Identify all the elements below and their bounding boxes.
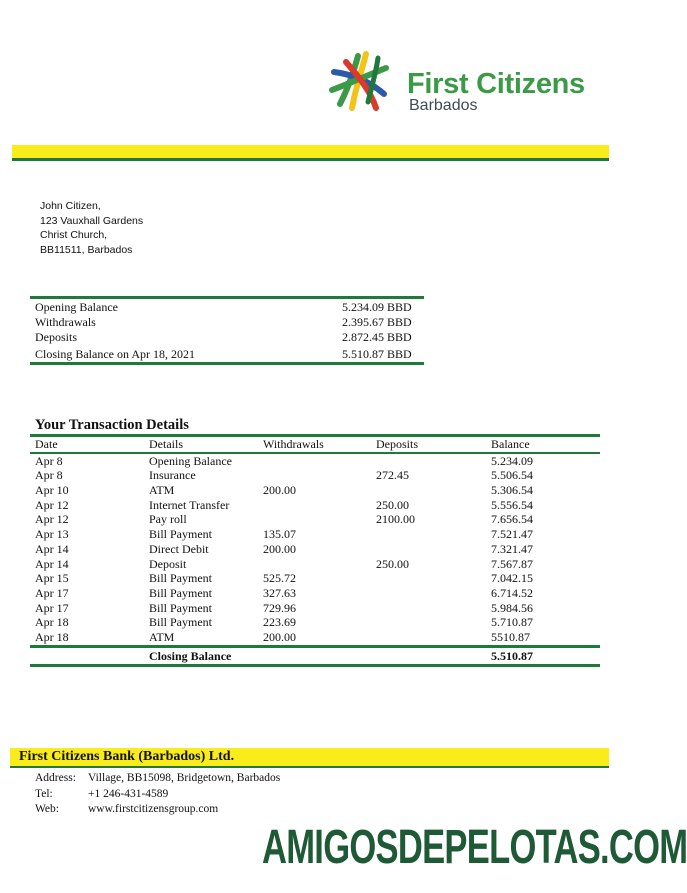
closing-balance-label: Closing Balance bbox=[149, 648, 232, 663]
address-line: 123 Vauxhall Gardens bbox=[40, 214, 144, 227]
cell-details: Bill Payment bbox=[149, 571, 212, 586]
table-row bbox=[30, 630, 600, 645]
summary-value: 5.510.87 BBD bbox=[342, 347, 412, 361]
cell-details: Bill Payment bbox=[149, 527, 212, 542]
summary-value: 2.395.67 BBD bbox=[342, 315, 412, 329]
customer-address bbox=[40, 199, 143, 257]
table-row bbox=[30, 512, 600, 527]
cell-balance: 5.306.54 bbox=[491, 483, 533, 498]
cell-deposits: 272.45 bbox=[376, 468, 409, 483]
cell-balance: 7.567.87 bbox=[491, 556, 533, 571]
footer-web-value[interactable]: www.firstcitizensgroup.com bbox=[88, 803, 219, 815]
bank-logo bbox=[328, 50, 598, 120]
watermark-text: AMIGOSDEPELOTAS.COM bbox=[262, 821, 687, 874]
cell-date: Apr 17 bbox=[35, 585, 69, 600]
table-row bbox=[30, 483, 600, 498]
closing-balance-value: 5.510.87 bbox=[491, 648, 533, 663]
cell-details: Bill Payment bbox=[149, 615, 212, 630]
table-row bbox=[30, 527, 600, 542]
summary-row bbox=[30, 330, 424, 345]
footer-tel-value: +1 246-431-4589 bbox=[88, 787, 169, 800]
cell-withdrawals: 135.07 bbox=[263, 527, 296, 542]
cell-details: Bill Payment bbox=[149, 585, 212, 600]
cell-balance: 7.521.47 bbox=[491, 527, 533, 542]
watermark bbox=[262, 821, 687, 874]
cell-details: Opening Balance bbox=[149, 453, 232, 468]
footer-rule bbox=[10, 766, 609, 768]
summary-label: Opening Balance bbox=[35, 300, 118, 314]
bank-logo-brand: First Citizens bbox=[407, 68, 585, 100]
address-line: BB11511, Barbados bbox=[40, 243, 133, 256]
cell-date: Apr 12 bbox=[35, 512, 69, 527]
cell-date: Apr 14 bbox=[35, 541, 69, 556]
header-band-yellow bbox=[12, 145, 609, 158]
bank-logo-subtitle: Barbados bbox=[409, 97, 478, 114]
cell-withdrawals: 525.72 bbox=[263, 571, 296, 586]
summary-row bbox=[30, 315, 424, 330]
cell-balance: 5.556.54 bbox=[491, 497, 533, 512]
cell-withdrawals: 327.63 bbox=[263, 585, 296, 600]
footer-web-label: Web: bbox=[35, 803, 59, 815]
cell-deposits: 250.00 bbox=[376, 497, 409, 512]
table-row bbox=[30, 557, 600, 572]
footer-address-label: Address: bbox=[35, 772, 76, 784]
table-row bbox=[30, 542, 600, 557]
table-body bbox=[30, 454, 600, 645]
address-line: John Citizen, bbox=[40, 200, 101, 212]
cell-balance: 5.506.54 bbox=[491, 468, 533, 483]
summary-row bbox=[30, 300, 424, 315]
column-header-date: Date bbox=[35, 437, 58, 451]
cell-date: Apr 12 bbox=[35, 497, 69, 512]
cell-date: Apr 18 bbox=[35, 615, 69, 630]
cell-balance: 5510.87 bbox=[491, 629, 530, 644]
cell-date: Apr 15 bbox=[35, 571, 69, 586]
transactions-table bbox=[30, 434, 600, 667]
summary-top-rule bbox=[30, 296, 424, 299]
cell-details: Insurance bbox=[149, 468, 196, 483]
footer-bank-name: First Citizens Bank (Barbados) Ltd. bbox=[19, 749, 235, 764]
bank-logo-mark-icon bbox=[328, 50, 390, 114]
address-line: Christ Church, bbox=[40, 229, 108, 241]
cell-date: Apr 14 bbox=[35, 556, 69, 571]
cell-details: ATM bbox=[149, 483, 175, 498]
table-bottom-rule bbox=[30, 664, 600, 667]
column-header-deposits: Deposits bbox=[376, 437, 418, 451]
cell-balance: 7.042.15 bbox=[491, 571, 533, 586]
cell-details: Internet Transfer bbox=[149, 497, 230, 512]
account-summary bbox=[30, 296, 424, 365]
table-row bbox=[30, 454, 600, 469]
footer-tel-label: Tel: bbox=[35, 787, 53, 800]
cell-balance: 7.656.54 bbox=[491, 512, 533, 527]
cell-balance: 7.321.47 bbox=[491, 541, 533, 556]
cell-details: ATM bbox=[149, 629, 175, 644]
table-row bbox=[30, 468, 600, 483]
table-row bbox=[30, 615, 600, 630]
transactions-title: Your Transaction Details bbox=[35, 417, 189, 433]
cell-deposits: 250.00 bbox=[376, 556, 409, 571]
cell-date: Apr 10 bbox=[35, 483, 69, 498]
summary-bottom-rule bbox=[30, 362, 424, 365]
cell-date: Apr 13 bbox=[35, 527, 69, 542]
table-row bbox=[30, 498, 600, 513]
footer-bank-bar bbox=[10, 748, 609, 766]
cell-balance: 5.710.87 bbox=[491, 615, 533, 630]
column-header-balance: Balance bbox=[491, 437, 530, 451]
cell-date: Apr 8 bbox=[35, 453, 63, 468]
cell-details: Pay roll bbox=[149, 512, 187, 527]
cell-date: Apr 17 bbox=[35, 600, 69, 615]
cell-withdrawals: 729.96 bbox=[263, 600, 296, 615]
summary-label: Withdrawals bbox=[35, 315, 96, 329]
cell-date: Apr 18 bbox=[35, 629, 69, 644]
cell-details: Deposit bbox=[149, 556, 187, 571]
header-band-green bbox=[12, 158, 609, 161]
table-header bbox=[30, 437, 600, 452]
footer-address-value: Village, BB15098, Bridgetown, Barbados bbox=[88, 772, 281, 784]
cell-date: Apr 8 bbox=[35, 468, 63, 483]
table-row bbox=[30, 601, 600, 616]
cell-withdrawals: 200.00 bbox=[263, 629, 296, 644]
closing-balance-row bbox=[30, 648, 600, 664]
cell-details: Direct Debit bbox=[149, 541, 209, 556]
summary-row bbox=[30, 347, 424, 362]
cell-withdrawals: 200.00 bbox=[263, 483, 296, 498]
cell-deposits: 2100.00 bbox=[376, 512, 415, 527]
cell-withdrawals: 223.69 bbox=[263, 615, 296, 630]
summary-value: 5.234.09 BBD bbox=[342, 300, 412, 314]
cell-withdrawals: 200.00 bbox=[263, 541, 296, 556]
cell-balance: 5.234.09 bbox=[491, 453, 533, 468]
cell-balance: 5.984.56 bbox=[491, 600, 533, 615]
table-row bbox=[30, 586, 600, 601]
summary-value: 2.872.45 BBD bbox=[342, 330, 412, 344]
table-row bbox=[30, 571, 600, 586]
cell-balance: 6.714.52 bbox=[491, 585, 533, 600]
summary-label: Closing Balance on Apr 18, 2021 bbox=[35, 347, 195, 361]
summary-label: Deposits bbox=[35, 330, 77, 344]
column-header-withdrawals: Withdrawals bbox=[263, 437, 324, 451]
cell-details: Bill Payment bbox=[149, 600, 212, 615]
column-header-details: Details bbox=[149, 437, 183, 451]
